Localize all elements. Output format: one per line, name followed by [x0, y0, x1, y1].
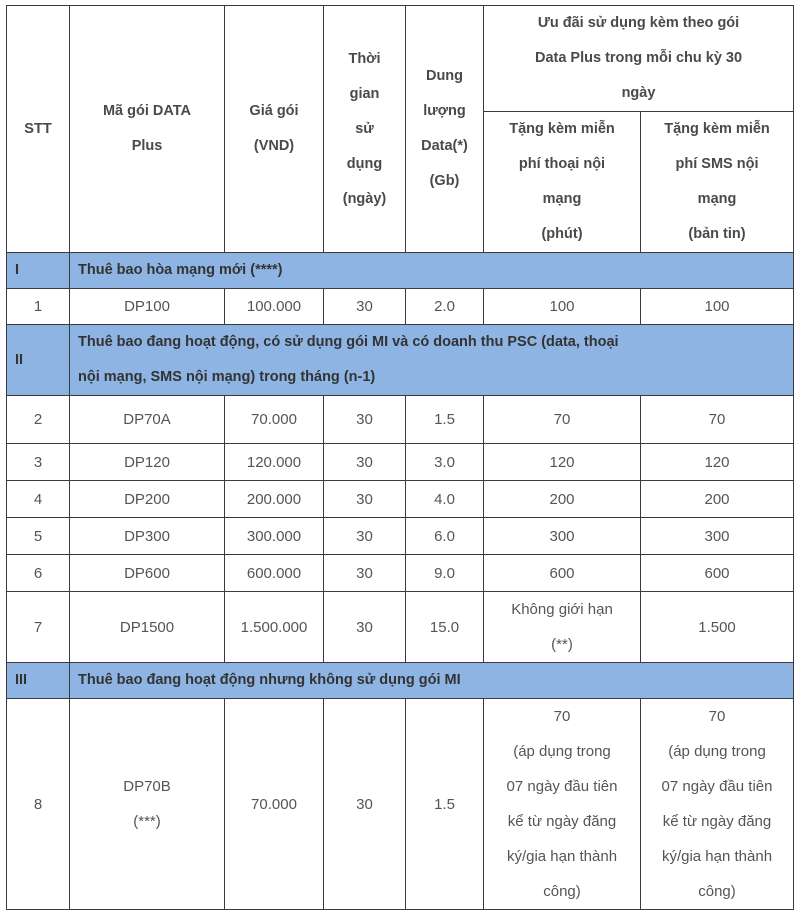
- cell-days: 30: [324, 518, 406, 555]
- header-voice-line: phí thoại nội: [518, 156, 606, 172]
- cell-sms-line: 70: [708, 708, 726, 725]
- header-bonus-voice: [484, 112, 641, 253]
- cell-code: DP70A: [70, 396, 225, 444]
- table-row: [7, 699, 794, 910]
- header-capacity-line: lượng: [423, 103, 466, 119]
- section-title-line: nội mạng, SMS nội mạng) trong tháng (n-1): [78, 369, 376, 385]
- section-row-i: [7, 253, 794, 289]
- header-capacity-line: Dung: [425, 68, 464, 84]
- cell-price: 1.500.000: [225, 592, 324, 663]
- cell-sms-line: công): [698, 883, 736, 900]
- cell-stt: 4: [7, 481, 70, 518]
- header-package-code: [70, 6, 225, 253]
- cell-sms: 120: [641, 444, 794, 481]
- header-sms-line: (bản tin): [688, 226, 746, 242]
- cell-price: 120.000: [225, 444, 324, 481]
- cell-days: 30: [324, 481, 406, 518]
- header-data-capacity: [406, 6, 484, 253]
- cell-sms-line: (áp dụng trong: [668, 743, 766, 760]
- header-price-line: (VND): [253, 138, 295, 154]
- header-duration-line: dụng: [346, 155, 383, 172]
- cell-voice: 600: [484, 555, 641, 592]
- cell-data: 9.0: [406, 555, 484, 592]
- cell-sms: 200: [641, 481, 794, 518]
- cell-sms: 1.500: [641, 592, 794, 663]
- cell-stt: 2: [7, 396, 70, 444]
- header-bonus-line: Ưu đãi sử dụng kèm theo gói: [537, 15, 740, 31]
- table-row: [7, 555, 794, 592]
- cell-voice-line: 70: [553, 708, 571, 725]
- cell-sms: 300: [641, 518, 794, 555]
- cell-voice: 200: [484, 481, 641, 518]
- section-roman: II: [7, 325, 70, 396]
- cell-price: 600.000: [225, 555, 324, 592]
- cell-data: 2.0: [406, 289, 484, 325]
- cell-voice-line: (áp dụng trong: [513, 743, 611, 760]
- cell-price: 200.000: [225, 481, 324, 518]
- cell-data: 4.0: [406, 481, 484, 518]
- header-package-code-line: Plus: [131, 138, 163, 154]
- cell-voice: [484, 699, 641, 910]
- table-row: [7, 444, 794, 481]
- cell-code: DP200: [70, 481, 225, 518]
- cell-days: 30: [324, 699, 406, 910]
- header-bonus-line: Data Plus trong mỗi chu kỳ 30: [534, 50, 743, 66]
- section-title: Thuê bao hòa mạng mới (****): [70, 253, 794, 289]
- cell-sms-line: ký/gia hạn thành: [661, 848, 773, 865]
- cell-stt: 5: [7, 518, 70, 555]
- section-roman: I: [7, 253, 70, 289]
- cell-days: 30: [324, 592, 406, 663]
- data-plus-package-table: [6, 5, 794, 910]
- cell-voice: [484, 592, 641, 663]
- cell-voice-line: kể từ ngày đăng: [507, 813, 617, 830]
- cell-stt: 1: [7, 289, 70, 325]
- header-stt: STT: [7, 6, 70, 253]
- cell-voice-line: 07 ngày đầu tiên: [506, 778, 618, 795]
- cell-voice: 120: [484, 444, 641, 481]
- header-voice-line: (phút): [541, 226, 583, 242]
- cell-data: 1.5: [406, 699, 484, 910]
- cell-sms-line: kể từ ngày đăng: [662, 813, 772, 830]
- cell-code: [70, 699, 225, 910]
- cell-days: 30: [324, 396, 406, 444]
- cell-code: DP100: [70, 289, 225, 325]
- table-row: [7, 481, 794, 518]
- cell-sms: 100: [641, 289, 794, 325]
- header-sms-line: phí SMS nội: [675, 156, 759, 172]
- cell-voice-line: ký/gia hạn thành: [506, 848, 618, 865]
- cell-stt: 3: [7, 444, 70, 481]
- cell-days: 30: [324, 555, 406, 592]
- cell-price: 70.000: [225, 396, 324, 444]
- section-title-line: Thuê bao đang hoạt động, có sử dụng gói MI và có doanh thu PSC (data, thoại: [78, 334, 619, 350]
- cell-voice-line: (**): [551, 636, 573, 653]
- cell-code: DP1500: [70, 592, 225, 663]
- cell-sms: 70: [641, 396, 794, 444]
- header-duration-line: Thời: [348, 50, 381, 67]
- section-row-iii: [7, 663, 794, 699]
- table-row: [7, 592, 794, 663]
- cell-code-line: DP70B: [123, 778, 171, 795]
- cell-code-line: (***): [133, 813, 161, 830]
- header-duration-line: gian: [349, 85, 380, 102]
- cell-data: 6.0: [406, 518, 484, 555]
- header-duration-line: (ngày): [342, 190, 387, 207]
- header-package-code-line: Mã gói DATA: [102, 103, 192, 119]
- header-voice-line: Tặng kèm miễn: [509, 121, 615, 137]
- header-voice-line: mạng: [542, 191, 582, 207]
- section-roman: III: [7, 663, 70, 699]
- cell-data: 15.0: [406, 592, 484, 663]
- header-duration: [324, 6, 406, 253]
- cell-code: DP300: [70, 518, 225, 555]
- cell-voice-line: công): [543, 883, 581, 900]
- header-bonus-sms: [641, 112, 794, 253]
- cell-voice: 300: [484, 518, 641, 555]
- table-row: [7, 518, 794, 555]
- table-row: [7, 289, 794, 325]
- cell-stt: 6: [7, 555, 70, 592]
- header-price: [225, 6, 324, 253]
- cell-sms: 600: [641, 555, 794, 592]
- section-title: Thuê bao đang hoạt động nhưng không sử dụng gói MI: [70, 663, 794, 699]
- cell-price: 300.000: [225, 518, 324, 555]
- cell-stt: 7: [7, 592, 70, 663]
- cell-sms: [641, 699, 794, 910]
- cell-price: 100.000: [225, 289, 324, 325]
- header-capacity-line: Data(*): [421, 138, 468, 154]
- section-row-ii: [7, 325, 794, 396]
- cell-data: 1.5: [406, 396, 484, 444]
- cell-sms-line: 07 ngày đầu tiên: [661, 778, 773, 795]
- cell-data: 3.0: [406, 444, 484, 481]
- cell-days: 30: [324, 444, 406, 481]
- cell-voice-line: Không giới hạn: [511, 601, 613, 618]
- header-sms-line: Tặng kèm miễn: [664, 121, 770, 137]
- table-row: [7, 396, 794, 444]
- cell-code: DP120: [70, 444, 225, 481]
- header-price-line: Giá gói: [249, 103, 299, 119]
- cell-code: DP600: [70, 555, 225, 592]
- header-capacity-line: (Gb): [429, 173, 460, 189]
- section-title: [70, 325, 794, 396]
- cell-price: 70.000: [225, 699, 324, 910]
- cell-voice: 70: [484, 396, 641, 444]
- cell-days: 30: [324, 289, 406, 325]
- header-bonus-line: ngày: [621, 85, 656, 101]
- cell-voice: 100: [484, 289, 641, 325]
- header-bonus-group: [484, 6, 794, 112]
- header-sms-line: mạng: [697, 191, 737, 207]
- cell-stt: 8: [7, 699, 70, 910]
- header-duration-line: sử: [355, 120, 374, 137]
